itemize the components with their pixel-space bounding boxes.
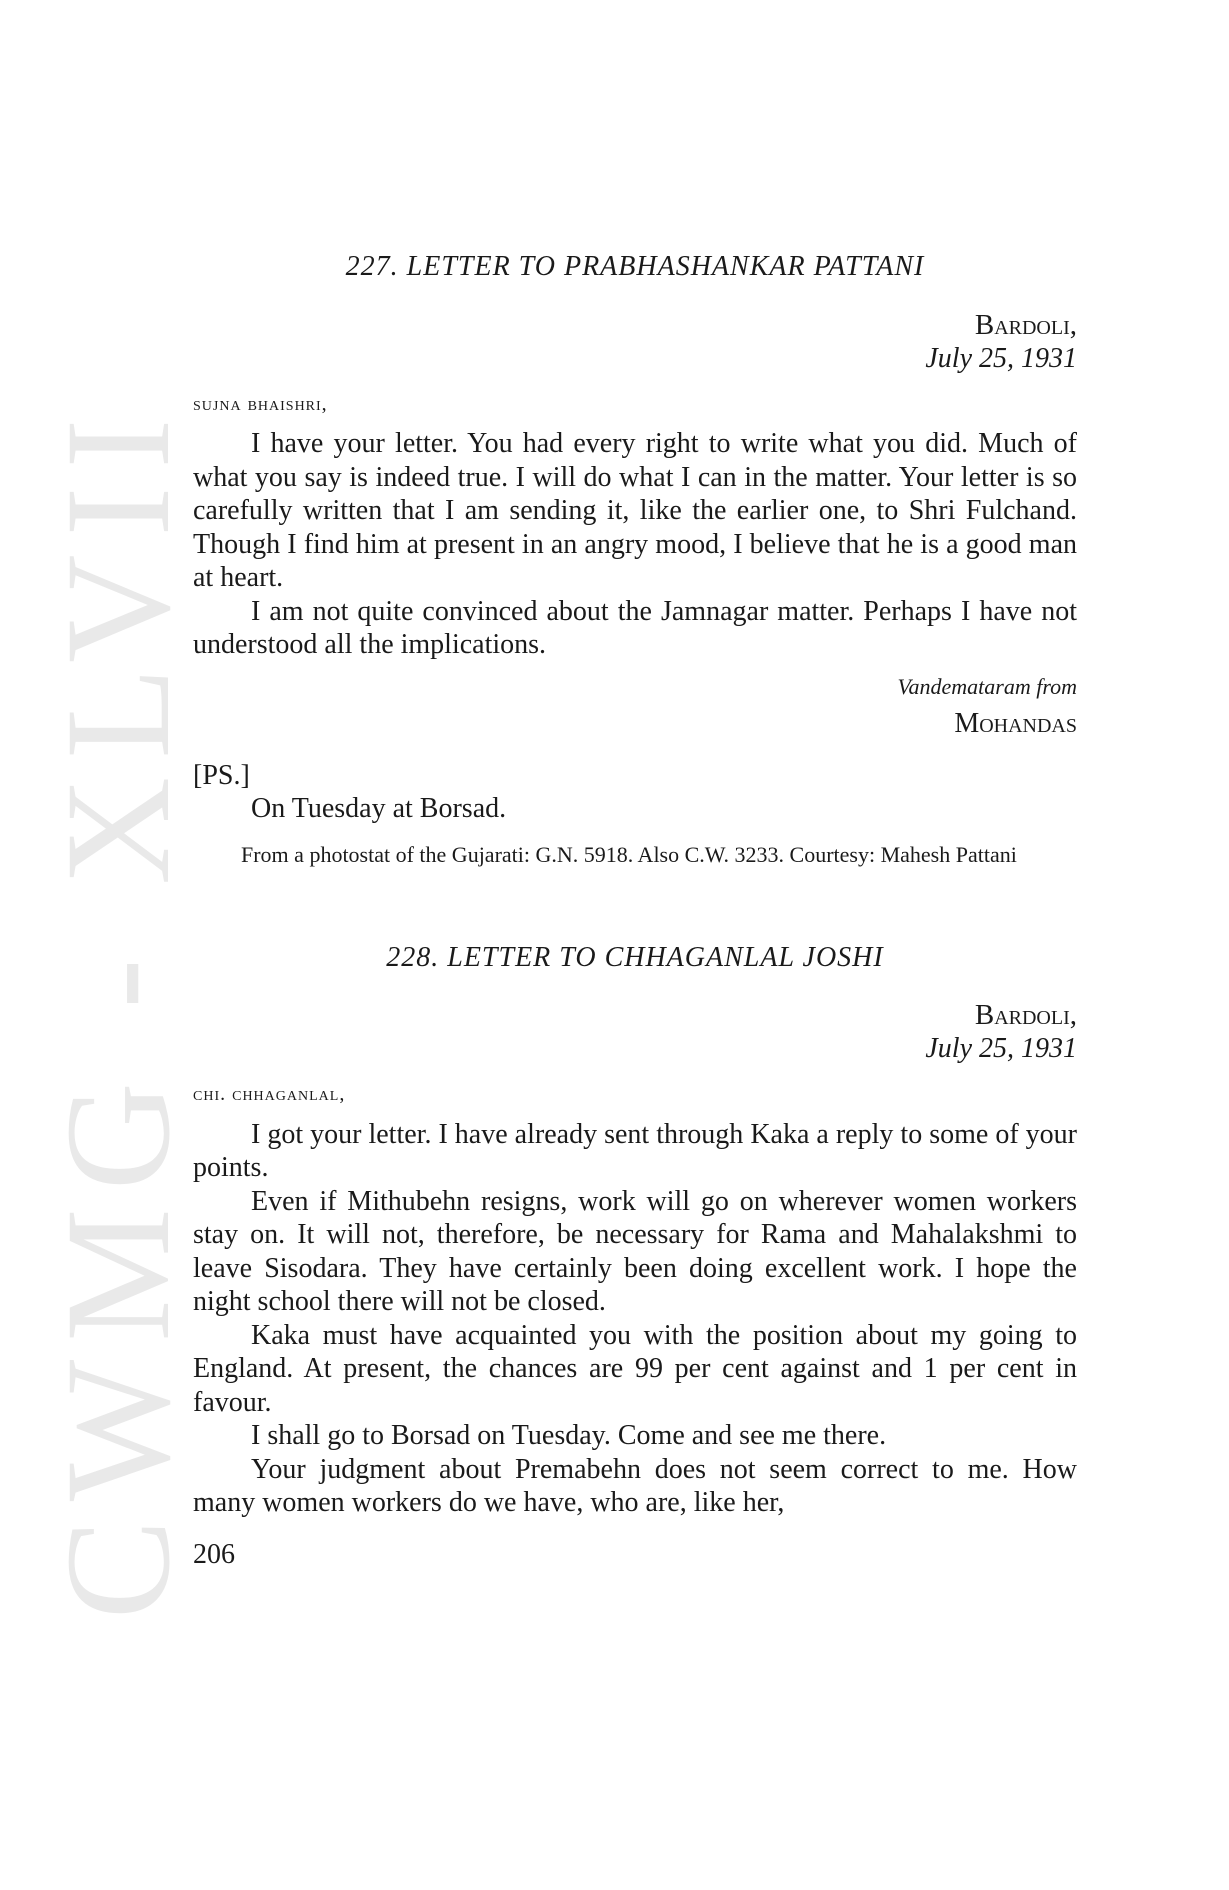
letter-title: 227. LETTER TO PRABHASHANKAR PATTANI xyxy=(345,251,925,282)
postscript-label: [PS.] xyxy=(193,759,250,791)
document-page xyxy=(193,250,1077,1571)
paragraph: I got your letter. I have already sent through Kaka a reply to some of your points. xyxy=(193,1118,1077,1183)
letter-228 xyxy=(193,941,1077,1520)
page-number: 206 xyxy=(193,1538,235,1570)
closing: Vandemataram from xyxy=(897,673,1077,699)
paragraph: Even if Mithubehn resigns, work will go on wherever women workers stay on. It will not, therefore, be necessary for Rama and Mahalakshmi to leave Sisodara. They have certainly been doing excellent work. I hope the night school there will not be closed. xyxy=(193,1185,1077,1317)
watermark: CWMG - XLVII xyxy=(35,400,201,1620)
salutation: chi. chhaganlal, xyxy=(193,1083,346,1105)
letter-227 xyxy=(193,250,1077,871)
paragraph: I am not quite convinced about the Jamnagar matter. Perhaps I have not understood all the implications. xyxy=(193,595,1077,660)
paragraph: I shall go to Borsad on Tuesday. Come and see me there. xyxy=(251,1420,887,1451)
letter-date: July 25, 1931 xyxy=(925,1033,1077,1064)
paragraph: I have your letter. You had every right to write what you did. Much of what you say is indeed true. I will do what I can in the matter. Your letter is so carefully written that I am sending it, like the earlier one, to Shri Fulchand. Though I find him at present in an angry mood, I believe that he is a good man at heart. xyxy=(193,428,1077,593)
salutation: sujna bhaishri, xyxy=(193,392,328,415)
letter-title: 228. LETTER TO CHHAGANLAL JOSHI xyxy=(386,941,884,973)
postscript-text: On Tuesday at Borsad. xyxy=(251,793,507,824)
letter-date: July 25, 1931 xyxy=(925,342,1077,374)
paragraph: Your judgment about Premabehn does not seem correct to me. How many women workers do we have, who are, like her, xyxy=(193,1453,1077,1518)
source-note: From a photostat of the Gujarati: G.N. 5918. Also C.W. 3233. Courtesy: Mahesh Pattani xyxy=(241,841,1017,867)
letter-place: Bardoli, xyxy=(974,308,1077,341)
signature: Mohandas xyxy=(954,708,1077,739)
paragraph: Kaka must have acquainted you with the position about my going to England. At present, the chances are 99 per cent against and 1 per cent in favour. xyxy=(193,1319,1077,1418)
letter-place: Bardoli, xyxy=(974,999,1077,1031)
